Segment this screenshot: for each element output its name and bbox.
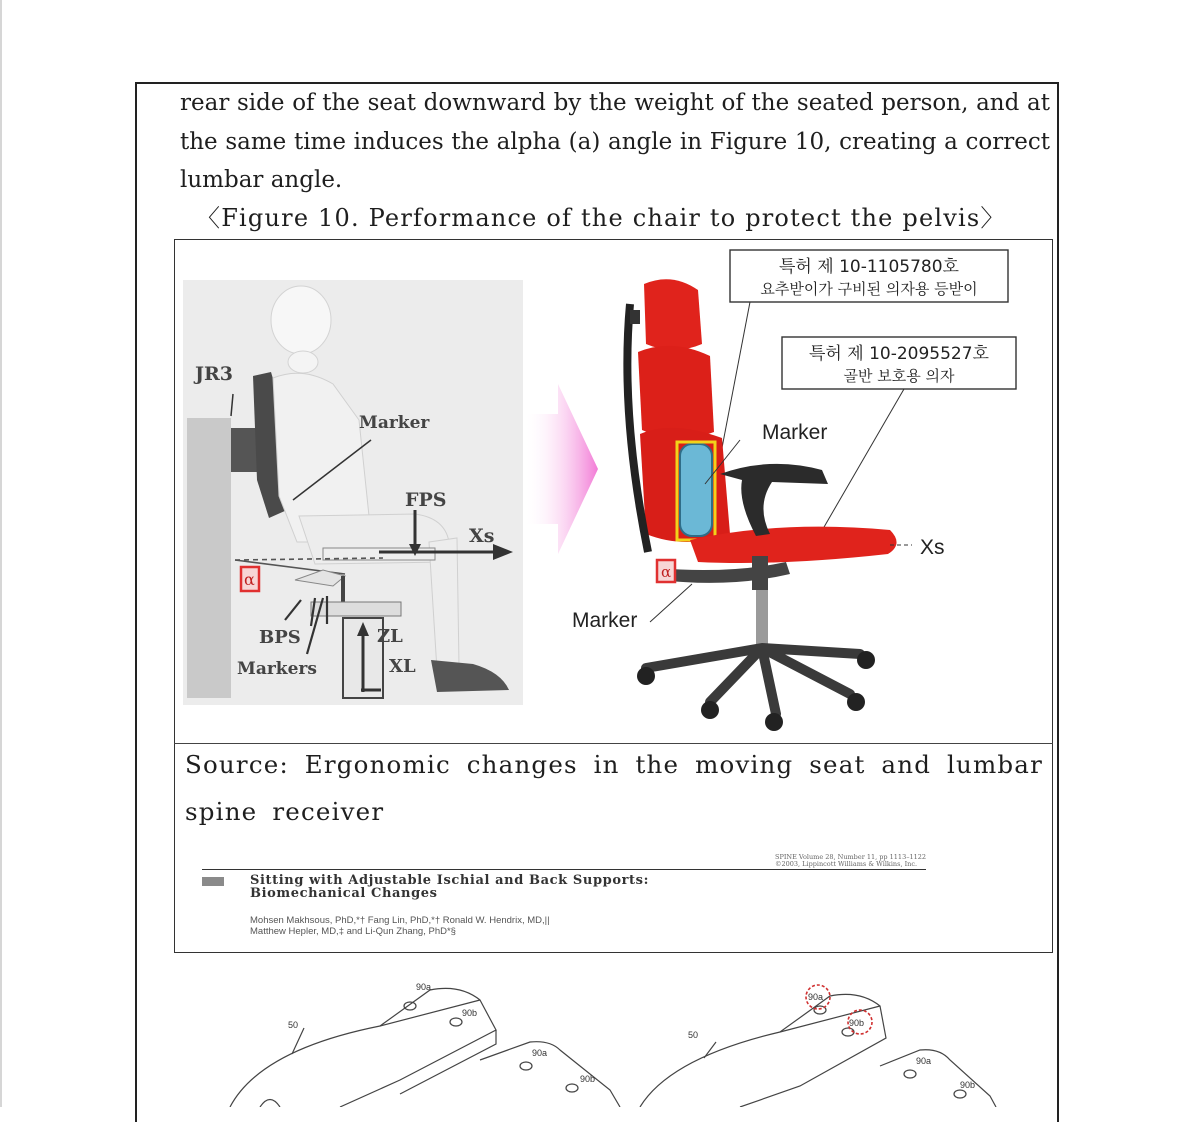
label-xs-left: Xs bbox=[469, 525, 495, 547]
drawing-left bbox=[230, 988, 620, 1107]
patent1-subtitle: 요추받이가 구비된 의자용 등받이 bbox=[760, 280, 978, 298]
backrest-post bbox=[187, 418, 231, 698]
page-edge bbox=[0, 0, 2, 1107]
biomech-diagram bbox=[183, 280, 523, 705]
patent-drawings bbox=[200, 970, 1000, 1107]
ref-90a-left-1: 90a bbox=[416, 982, 432, 992]
ref-90a-right-2: 90a bbox=[916, 1056, 932, 1066]
ref-50-right: 50 bbox=[688, 1030, 699, 1040]
paper-title-line-2: Biomechanical Changes bbox=[250, 886, 438, 901]
ref-50-left: 50 bbox=[288, 1020, 299, 1030]
journal-line-2: ©2003, Lippincott Williams & Wilkins, Inc. bbox=[775, 860, 918, 868]
label-alpha-left: α bbox=[244, 570, 255, 589]
body-paragraph: rear side of the seat downward by the weight of the seated person, and at the same time induces the alpha (a) angle in Figure 10, creating a correct lumbar angle. bbox=[180, 90, 1050, 193]
ref-90a-right-1: 90a bbox=[808, 992, 824, 1002]
dummy-neck bbox=[288, 351, 318, 373]
lumbar-support bbox=[680, 444, 712, 536]
label-jr3: JR3 bbox=[195, 363, 233, 385]
authors-line-1: Mohsen Makhsous, PhD,*† Fang Lin, PhD,*† Ronald W. Hendrix, MD,|| bbox=[250, 915, 550, 926]
label-xl: XL bbox=[389, 656, 416, 677]
chair-illustration bbox=[560, 244, 1050, 734]
ref-90b-left-1: 90b bbox=[462, 1008, 478, 1018]
drawing-right bbox=[640, 994, 996, 1107]
paper-authors bbox=[250, 915, 550, 937]
paper-excerpt bbox=[196, 852, 936, 942]
armrest bbox=[720, 464, 828, 536]
label-marker-top: Marker bbox=[762, 421, 828, 444]
patent2-title: 특허 제 10-2095527호 bbox=[809, 344, 989, 364]
patent2-subtitle: 골반 보호용 의자 bbox=[843, 367, 955, 385]
ref-90a-left-2: 90a bbox=[532, 1048, 548, 1058]
journal-line-1: SPINE Volume 28, Number 11, pp 1113–1122 bbox=[775, 853, 926, 861]
gas-lift bbox=[756, 590, 768, 650]
label-fps: FPS bbox=[405, 489, 447, 511]
journal-info bbox=[775, 854, 926, 868]
label-zl: ZL bbox=[377, 626, 403, 647]
patent1-title: 특허 제 10-1105780호 bbox=[779, 257, 959, 277]
ref-90b-left-2: 90b bbox=[580, 1074, 596, 1084]
label-marker-bottom: Marker bbox=[572, 609, 638, 632]
label-marker: Marker bbox=[359, 413, 430, 433]
headrest bbox=[644, 279, 702, 350]
upper-back bbox=[638, 346, 714, 439]
paper-title-line-1: Sitting with Adjustable Ischial and Back Supports: bbox=[250, 873, 649, 888]
figure-caption: 〈Figure 10. Performance of the chair to protect the pelvis〉 bbox=[196, 204, 1006, 232]
paper-title bbox=[250, 874, 649, 900]
dummy-head bbox=[271, 286, 331, 354]
ref-90b-right-2: 90b bbox=[960, 1080, 976, 1090]
authors-line-2: Matthew Hepler, MD,‡ and Li-Qun Zhang, PhD*§ bbox=[250, 926, 456, 937]
label-alpha-right: α bbox=[661, 563, 672, 581]
ref-90b-right-1: 90b bbox=[849, 1018, 865, 1028]
label-bps: BPS bbox=[259, 627, 301, 648]
label-xs-right: Xs bbox=[920, 536, 945, 559]
source-citation: Source: Ergonomic changes in the moving seat and lumbar spine receiver bbox=[185, 750, 1043, 826]
label-markers: Markers bbox=[237, 659, 317, 679]
paper-rule bbox=[202, 869, 926, 870]
star-base bbox=[646, 648, 860, 714]
section-marker bbox=[202, 877, 224, 886]
